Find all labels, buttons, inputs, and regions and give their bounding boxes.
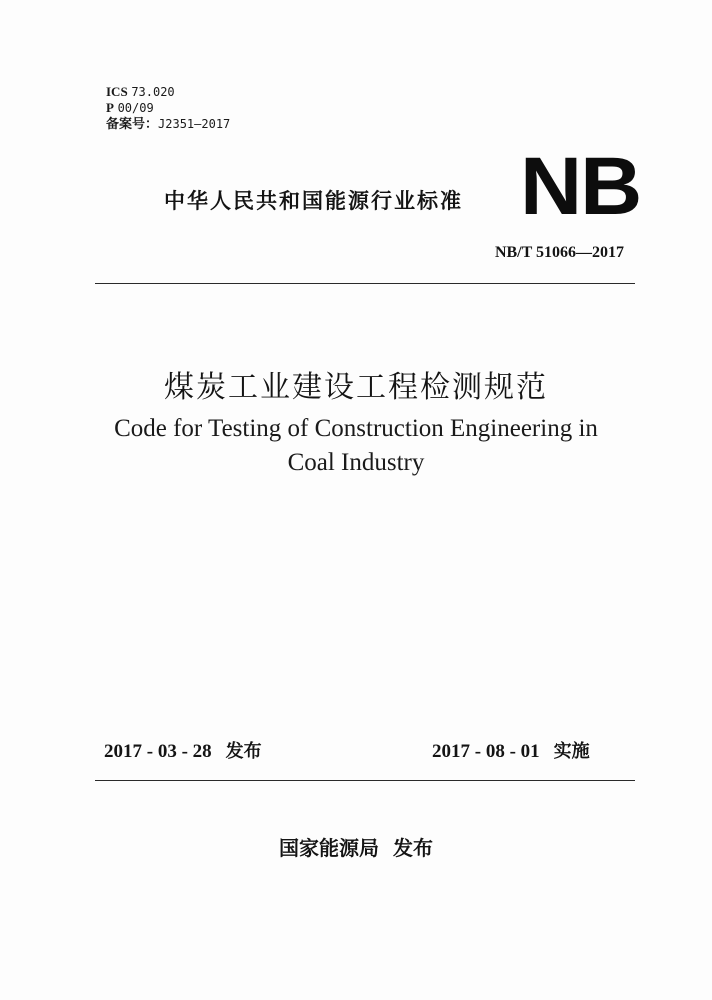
title-english-line-1: Code for Testing of Construction Engineering in: [114, 415, 598, 442]
record-value: J2351—2017: [158, 117, 231, 131]
standard-number: NB/T 51066—2017: [494, 244, 624, 261]
implement-label: 实施: [553, 741, 590, 762]
ics-value: 73.020: [131, 85, 175, 99]
title-english: [0, 412, 712, 480]
issue-date: 2017 - 03 - 28: [104, 741, 212, 762]
publisher-line: 国家能源局 发布: [279, 836, 433, 860]
issue-date-block: [104, 737, 262, 763]
title-chinese: 煤炭工业建设工程检测规范: [164, 370, 548, 405]
class-value: 00/09: [117, 101, 154, 115]
implement-date: 2017 - 08 - 01: [432, 741, 540, 762]
classification-block: [106, 84, 230, 132]
record-label: 备案号：: [106, 116, 159, 131]
implement-date-block: [432, 737, 590, 763]
ics-label: ICS: [106, 84, 128, 99]
nb-logo: NB: [520, 141, 641, 232]
top-divider: [95, 283, 635, 284]
title-english-line-2: Coal Industry: [287, 449, 425, 476]
ics-line: [106, 84, 230, 100]
class-label: P: [106, 100, 114, 115]
record-line: [106, 116, 230, 132]
issue-label: 发布: [225, 741, 262, 762]
class-line: [106, 100, 230, 116]
standard-type-heading: 中华人民共和国能源行业标准: [164, 189, 463, 213]
bottom-divider: [95, 780, 635, 781]
